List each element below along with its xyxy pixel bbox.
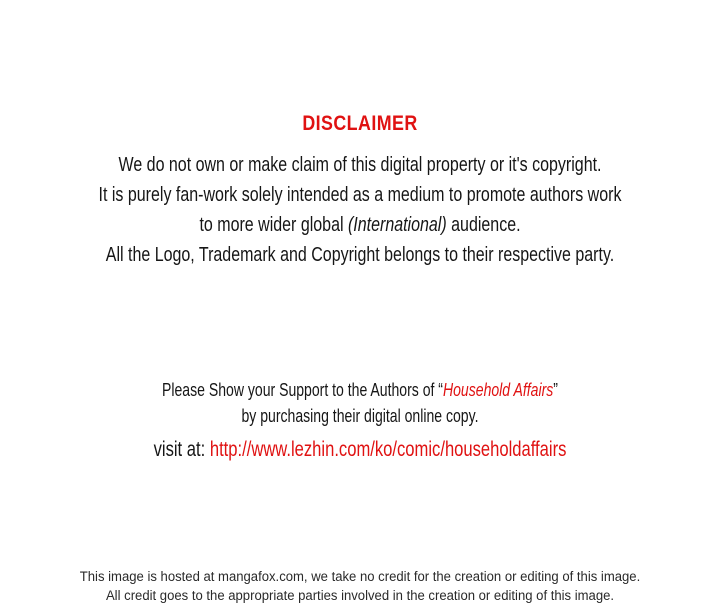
disclaimer-line-3: [72, 210, 648, 240]
disclaimer-line-2: It is purely fan-work solely intended as a medium to promote authors work: [98, 184, 622, 206]
support-line-2: by purchasing their digital online copy.: [241, 406, 479, 426]
hosting-credit: [0, 568, 720, 605]
visit-line: [76, 436, 645, 464]
disclaimer-line-4: All the Logo, Trademark and Copyright belongs to their respective party.: [105, 244, 615, 266]
support-line-1-pre: Please Show your Support to the Authors of “: [162, 380, 443, 400]
support-line-1: [79, 377, 641, 403]
disclaimer-line-3-post: audience.: [446, 214, 521, 236]
disclaimer-line-3-international: (International): [347, 214, 447, 236]
disclaimer-line-3-pre: to more wider global: [199, 214, 348, 236]
hosting-credit-line-2: All credit goes to the appropriate parties involved in the creation or editing of this image.: [105, 587, 615, 603]
support-message: [0, 377, 720, 429]
disclaimer-title: DISCLAIMER: [302, 112, 418, 135]
series-title: Household Affairs: [442, 380, 554, 400]
disclaimer-line-1: We do not own or make claim of this digital property or it's copyright.: [118, 154, 602, 176]
support-line-1-post: ”: [553, 380, 558, 400]
disclaimer-body: [0, 150, 720, 270]
lezhin-url[interactable]: http://www.lezhin.com/ko/comic/householdaffairs: [209, 438, 567, 461]
hosting-credit-line-1: This image is hosted at mangafox.com, we take no credit for the creation or editing of this image.: [79, 569, 641, 584]
visit-label: visit at:: [153, 438, 210, 461]
